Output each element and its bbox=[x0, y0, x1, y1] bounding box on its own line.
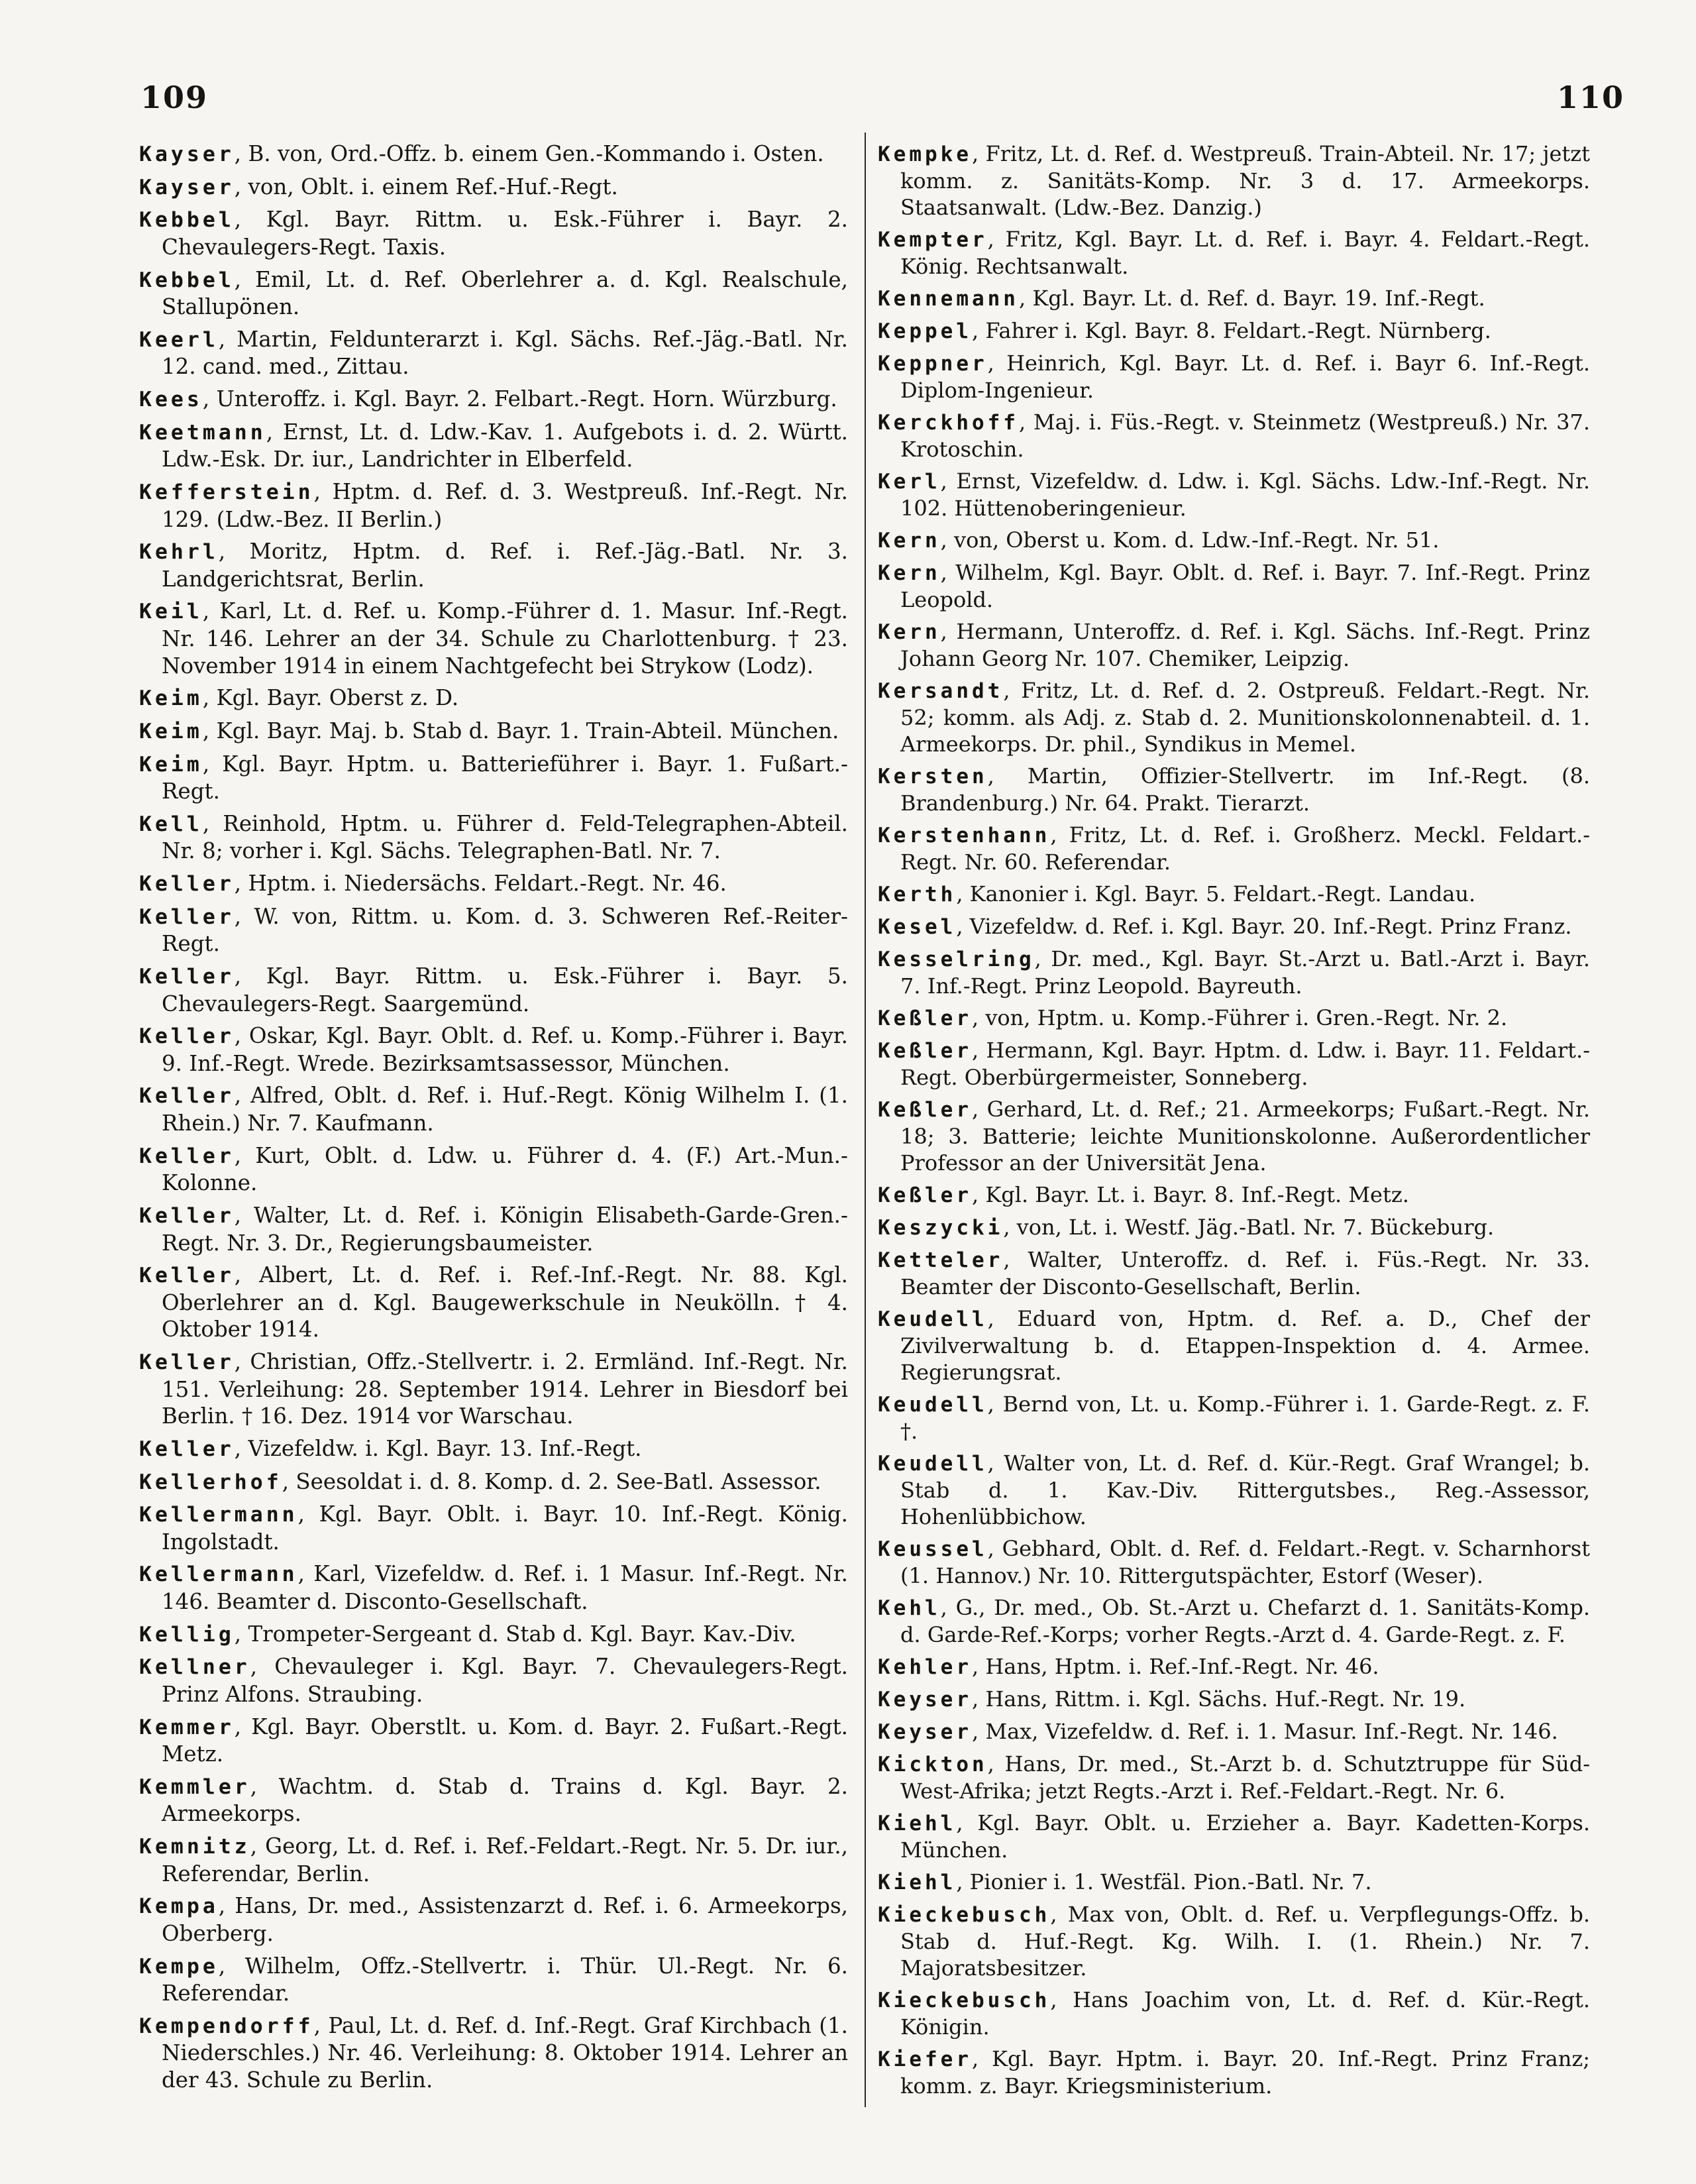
entry-surname: Kehl bbox=[878, 1596, 941, 1620]
directory-entry bbox=[878, 317, 1590, 345]
entry-surname: Ketteler bbox=[878, 1248, 1004, 1272]
entry-details: , Wilhelm, Kgl. Bayr. Oblt. d. Ref. i. Bayr. 7. Inf.-Regt. Prinz Leopold. bbox=[900, 560, 1590, 612]
directory-entry bbox=[878, 468, 1590, 521]
directory-entry bbox=[878, 946, 1590, 999]
entry-surname: Keppel bbox=[878, 319, 972, 343]
entry-surname: Kieckebusch bbox=[878, 1989, 1051, 2012]
entry-details: , von, Lt. i. Westf. Jäg.-Batl. Nr. 7. Bückeburg. bbox=[1003, 1215, 1495, 1240]
entry-surname: Kempe bbox=[139, 1954, 219, 1979]
directory-entry bbox=[878, 822, 1590, 875]
directory-entry bbox=[139, 1953, 848, 2007]
entry-details: , Kgl. Bayr. Oberstlt. u. Kom. d. Bayr. 2. Fußart.-Regt. Metz. bbox=[162, 1714, 848, 1767]
entry-surname: Kellner bbox=[139, 1655, 250, 1680]
entry-details: , Kgl. Bayr. Lt. d. Ref. d. Bayr. 19. Inf.-Regt. bbox=[1018, 286, 1485, 311]
page-number-left: 109 bbox=[140, 80, 209, 115]
directory-entry bbox=[139, 1348, 848, 1430]
entry-surname: Kern bbox=[878, 529, 941, 553]
directory-entry bbox=[139, 140, 848, 168]
entry-surname: Kersandt bbox=[878, 679, 1004, 703]
entry-surname: Kehler bbox=[878, 1655, 972, 1679]
entry-details: , von, Hptm. u. Komp.-Führer i. Gren.-Regt. Nr. 2. bbox=[971, 1005, 1508, 1030]
entry-details: , Kurt, Oblt. d. Ldw. u. Führer d. 4. (F.) Art.-Mun.-Kolonne. bbox=[162, 1142, 848, 1196]
entry-details: , Gebhard, Oblt. d. Ref. d. Feldart.-Regt. v. Scharnhorst (1. Hannov.) Nr. 10. Rittergutspächter, Estorf (Weser). bbox=[900, 1536, 1590, 1588]
directory-entry bbox=[878, 140, 1590, 221]
entry-details: , Kgl. Bayr. Hptm. i. Bayr. 20. Inf.-Regt. Prinz Franz; komm. z. Bayr. Kriegsministerium. bbox=[900, 2046, 1590, 2099]
entry-surname: Kellermann bbox=[139, 1503, 298, 1527]
directory-entry bbox=[139, 1653, 848, 1708]
entry-surname: Keller bbox=[139, 1024, 235, 1049]
entry-surname: Kellerhof bbox=[139, 1470, 282, 1494]
entry-surname: Keudell bbox=[878, 1452, 988, 1476]
entry-details: , Hermann, Kgl. Bayr. Hptm. d. Ldw. i. Bayr. 11. Feldart.-Regt. Oberbürgermeister, Sonneberg. bbox=[900, 1038, 1590, 1090]
directory-entry bbox=[878, 1987, 1590, 2040]
directory-entry bbox=[878, 1037, 1590, 1091]
directory-entry bbox=[139, 1892, 848, 1947]
entry-surname: Kempa bbox=[139, 1894, 219, 1919]
entry-surname: Keller bbox=[139, 872, 235, 896]
directory-entry bbox=[139, 1773, 848, 1828]
directory-entry bbox=[139, 1560, 848, 1615]
entry-surname: Kern bbox=[878, 620, 941, 644]
entry-surname: Keudell bbox=[878, 1307, 988, 1331]
directory-entry bbox=[139, 478, 848, 533]
entry-details: , von, Oberst u. Kom. d. Ldw.-Inf.-Regt. Nr. 51. bbox=[940, 527, 1440, 553]
directory-entry bbox=[878, 226, 1590, 280]
entry-details: , Kgl. Bayr. Rittm. u. Esk.-Führer i. Bayr. 2. Chevaulegers-Regt. Taxis. bbox=[162, 207, 848, 260]
entry-details: , W. von, Rittm. u. Kom. d. 3. Schweren Ref.-Reiter-Regt. bbox=[162, 903, 848, 957]
entry-details: , Oskar, Kgl. Bayr. Oblt. d. Ref. u. Komp.-Führer i. Bayr. 9. Inf.-Regt. Wrede. Bezirksamtsassessor, München. bbox=[162, 1023, 848, 1076]
directory-entry bbox=[878, 763, 1590, 816]
entry-details: , Kgl. Bayr. Lt. i. Bayr. 8. Inf.-Regt. Metz. bbox=[971, 1182, 1409, 1207]
entry-details: , Alfred, Oblt. d. Ref. i. Huf.-Regt. König Wilhelm I. (1. Rhein.) Nr. 7. Kaufmann. bbox=[162, 1083, 848, 1136]
directory-entry bbox=[139, 538, 848, 592]
entry-details: , Seesoldat i. d. 8. Komp. d. 2. See-Batl. Assessor. bbox=[282, 1468, 822, 1494]
entry-surname: Keerl bbox=[139, 327, 219, 352]
entry-details: , Christian, Offz.-Stellvertr. i. 2. Ermländ. Inf.-Regt. Nr. 151. Verleihung: 28. September 1914. Lehrer in Biesdorf bei Berlin. † 16. Dez. 1914 vor Warschau. bbox=[162, 1349, 848, 1429]
entry-surname: Keussel bbox=[878, 1537, 988, 1561]
directory-entry bbox=[139, 1435, 848, 1463]
entry-surname: Keim bbox=[139, 752, 203, 777]
directory-entry bbox=[139, 1262, 848, 1343]
entry-surname: Keller bbox=[139, 964, 235, 989]
entry-details: , Wilhelm, Offz.-Stellvertr. i. Thür. Ul.-Regt. Nr. 6. Referendar. bbox=[162, 1953, 848, 2006]
entry-details: , Fritz, Lt. d. Ref. d. 2. Ostpreuß. Feldart.-Regt. Nr. 52; komm. als Adj. z. Stab d. 2. Munitionskolonnenabteil. d. 1. Armeekorps. Dr. phil., Syndikus in Memel. bbox=[900, 678, 1590, 757]
directory-entry bbox=[878, 1653, 1590, 1680]
directory-entry bbox=[878, 1810, 1590, 1863]
entry-details: , Walter, Unteroffz. d. Ref. i. Füs.-Regt. Nr. 33. Beamter der Disconto-Gesellschaft, Berlin. bbox=[900, 1247, 1590, 1299]
entry-surname: Kell bbox=[139, 812, 203, 836]
entry-details: , Fritz, Kgl. Bayr. Lt. d. Ref. i. Bayr. 4. Feldart.-Regt. König. Rechtsanwalt. bbox=[900, 227, 1590, 279]
entry-details: , Karl, Lt. d. Ref. u. Komp.-Führer d. 1. Masur. Inf.-Regt. Nr. 146. Lehrer an der 34. Schule zu Charlottenburg. † 23. November 1914 in einem Nachtgefecht bei Strykow (Lodz). bbox=[162, 598, 848, 679]
entry-details: , Ernst, Vizefeldw. d. Ldw. i. Kgl. Sächs. Ldw.-Inf.-Regt. Nr. 102. Hüttenoberingenieur. bbox=[900, 468, 1590, 521]
directory-entry bbox=[878, 1686, 1590, 1713]
entry-surname: Keller bbox=[139, 904, 235, 929]
entry-details: , Kgl. Bayr. Oberst z. D. bbox=[202, 685, 459, 711]
entry-surname: Kayser bbox=[139, 142, 235, 166]
directory-entry bbox=[878, 1096, 1590, 1176]
directory-entry bbox=[139, 1022, 848, 1077]
entry-details: , Walter, Lt. d. Ref. i. Königin Elisabeth-Garde-Gren.-Regt. Nr. 3. Dr., Regierungsbaumeister. bbox=[162, 1202, 848, 1256]
directory-entry bbox=[878, 1181, 1590, 1209]
entry-surname: Keppner bbox=[878, 352, 988, 376]
directory-entry bbox=[139, 810, 848, 865]
entry-details: , G., Dr. med., Ob. St.-Arzt u. Chefarzt d. 1. Sanitäts-Komp. d. Garde-Ref.-Korps; vorher Regts.-Arzt d. 4. Garde-Regt. z. F. bbox=[900, 1595, 1590, 1647]
directory-entry bbox=[139, 1621, 848, 1649]
entry-details: , Maj. i. Füs.-Regt. v. Steinmetz (Westpreuß.) Nr. 37. Krotoschin. bbox=[900, 410, 1590, 462]
entry-details: , Hans, Hptm. i. Ref.-Inf.-Regt. Nr. 46. bbox=[971, 1654, 1379, 1679]
directory-entry bbox=[139, 684, 848, 712]
entry-surname: Kebbel bbox=[139, 268, 235, 292]
entry-details: , Bernd von, Lt. u. Komp.-Führer i. 1. Garde-Regt. z. F. †. bbox=[900, 1392, 1590, 1444]
entry-surname: Keim bbox=[139, 686, 203, 711]
directory-entry bbox=[878, 1594, 1590, 1648]
entry-details: , Wachtm. d. Stab d. Trains d. Kgl. Bayr. 2. Armeekorps. bbox=[162, 1773, 848, 1827]
directory-entry bbox=[139, 1082, 848, 1136]
entry-details: , Hans, Rittm. i. Kgl. Sächs. Huf.-Regt. Nr. 19. bbox=[971, 1686, 1466, 1712]
entry-details: , Hans Joachim von, Lt. d. Ref. d. Kür.-Regt. Königin. bbox=[900, 1987, 1590, 2040]
entry-details: , Martin, Offizier-Stellvertr. im Inf.-Regt. (8. Brandenburg.) Nr. 64. Prakt. Tierarzt. bbox=[900, 763, 1590, 816]
entry-details: , Hermann, Unteroffz. d. Ref. i. Kgl. Sächs. Inf.-Regt. Prinz Johann Georg Nr. 107. Chemiker, Leipzig. bbox=[900, 619, 1590, 671]
entry-surname: Kerstenhann bbox=[878, 824, 1051, 847]
directory-entry bbox=[139, 963, 848, 1017]
entry-surname: Keller bbox=[139, 1203, 235, 1228]
directory-entry bbox=[139, 1202, 848, 1256]
entry-details: , Hans, Dr. med., Assistenzarzt d. Ref. i. 6. Armeekorps, Oberberg. bbox=[162, 1893, 848, 1946]
entry-surname: Kiehl bbox=[878, 1871, 957, 1894]
entry-surname: Kern bbox=[878, 561, 941, 585]
entry-details: , Hans, Dr. med., St.-Arzt b. d. Schutztruppe für Süd-West-Afrika; jetzt Regts.-Arzt i. Ref.-Feldart.-Regt. Nr. 6. bbox=[900, 1751, 1590, 1804]
directory-entry bbox=[139, 206, 848, 260]
entry-surname: Kesel bbox=[878, 915, 957, 939]
entry-details: , Karl, Vizefeldw. d. Ref. i. 1 Masur. Inf.-Regt. Nr. 146. Beamter d. Disconto-Gesellschaft. bbox=[162, 1561, 848, 1614]
entry-surname: Kesselring bbox=[878, 948, 1035, 971]
directory-entry bbox=[139, 1833, 848, 1887]
entry-details: , Kgl. Bayr. Maj. b. Stab d. Bayr. 1. Train-Abteil. München. bbox=[202, 718, 839, 743]
entry-surname: Kellermann bbox=[139, 1562, 298, 1587]
entry-details: , Emil, Lt. d. Ref. Oberlehrer a. d. Kgl. Realschule, Stallupönen. bbox=[162, 266, 848, 320]
entry-details: , Vizefeldw. d. Ref. i. Kgl. Bayr. 20. Inf.-Regt. Prinz Franz. bbox=[956, 914, 1572, 939]
directory-entry bbox=[878, 677, 1590, 757]
entry-surname: Keim bbox=[139, 719, 203, 743]
entry-surname: Kerckhoff bbox=[878, 411, 1019, 435]
entry-details: , Reinhold, Hptm. u. Führer d. Feld-Telegraphen-Abteil. Nr. 8; vorher i. Kgl. Sächs. Telegraphen-Batl. Nr. 7. bbox=[162, 810, 848, 864]
directory-entry bbox=[139, 1714, 848, 1768]
entry-surname: Keller bbox=[139, 1264, 235, 1288]
entry-surname: Keetmann bbox=[139, 420, 266, 445]
entry-details: , Vizefeldw. i. Kgl. Bayr. 13. Inf.-Regt. bbox=[234, 1435, 642, 1461]
entry-surname: Keßler bbox=[878, 1039, 972, 1063]
entry-details: , Eduard von, Hptm. d. Ref. a. D., Chef der Zivilverwaltung b. d. Etappen-Inspektion d. 4. Armee. Regierungsrat. bbox=[900, 1306, 1590, 1385]
page-number-right: 110 bbox=[1556, 80, 1624, 115]
directory-entry bbox=[878, 1869, 1590, 1896]
entry-details: , Kgl. Bayr. Hptm. u. Batterieführer i. Bayr. 1. Fußart.-Regt. bbox=[162, 751, 848, 804]
entry-details: , Max von, Oblt. d. Ref. u. Verpflegungs-Offz. b. Stab d. Huf.-Regt. Kg. Wilh. I. (1. Rhein.) Nr. 7. Majoratsbesitzer. bbox=[900, 1902, 1590, 1981]
entry-details: , Georg, Lt. d. Ref. i. Ref.-Feldart.-Regt. Nr. 5. Dr. iur., Referendar, Berlin. bbox=[162, 1833, 848, 1886]
directory-entry bbox=[878, 1718, 1590, 1745]
entry-surname: Kayser bbox=[139, 175, 235, 199]
directory-entry bbox=[878, 1305, 1590, 1386]
directory-entry bbox=[878, 1214, 1590, 1241]
directory-entry bbox=[139, 2012, 848, 2094]
entry-surname: Keller bbox=[139, 1084, 235, 1109]
entry-details: , Hptm. i. Niedersächs. Feldart.-Regt. Nr. 46. bbox=[234, 871, 727, 896]
entry-details: , Moritz, Hptm. d. Ref. i. Ref.-Jäg.-Batl. Nr. 3. Landgerichtsrat, Berlin. bbox=[162, 539, 848, 592]
entry-surname: Kersten bbox=[878, 765, 988, 789]
entry-details: , Kanonier i. Kgl. Bayr. 5. Feldart.-Regt. Landau. bbox=[956, 881, 1476, 906]
entry-surname: Kefferstein bbox=[139, 480, 314, 504]
entry-details: , Ernst, Lt. d. Ldw.-Kav. 1. Aufgebots i. d. 2. Württ. Ldw.-Esk. Dr. iur., Landrichter in Elberfeld. bbox=[162, 419, 848, 472]
entry-surname: Keßler bbox=[878, 1098, 972, 1122]
directory-entry bbox=[878, 409, 1590, 463]
entry-details: , Pionier i. 1. Westfäl. Pion.-Batl. Nr. 7. bbox=[956, 1869, 1372, 1894]
directory-entry bbox=[878, 618, 1590, 672]
entry-details: , Fritz, Lt. d. Ref. d. Westpreuß. Train-Abteil. Nr. 17; jetzt komm. z. Sanitäts-Komp. Nr. 3 d. 17. Armeekorps. Staatsanwalt. (Ldw.-Bez. Danzig.) bbox=[900, 141, 1590, 220]
directory-entry bbox=[139, 870, 848, 898]
entry-surname: Keyser bbox=[878, 1688, 972, 1712]
directory-entry bbox=[139, 266, 848, 321]
entry-surname: Keudell bbox=[878, 1393, 988, 1417]
directory-entry bbox=[878, 1901, 1590, 1981]
directory-entry bbox=[878, 350, 1590, 404]
entry-surname: Keßler bbox=[878, 1183, 972, 1207]
column-divider bbox=[865, 133, 866, 2107]
directory-entry bbox=[139, 751, 848, 805]
entry-surname: Kiehl bbox=[878, 1812, 957, 1835]
directory-entry bbox=[139, 326, 848, 380]
entry-details: , Kgl. Bayr. Oblt. i. Bayr. 10. Inf.-Regt. König. Ingolstadt. bbox=[162, 1502, 848, 1555]
directory-entry bbox=[139, 1468, 848, 1496]
entry-surname: Keller bbox=[139, 1144, 235, 1168]
directory-entry bbox=[139, 386, 848, 413]
directory-entry bbox=[139, 1501, 848, 1555]
entry-surname: Kerl bbox=[878, 470, 941, 494]
entry-details: , von, Oblt. i. einem Ref.-Huf.-Regt. bbox=[234, 174, 618, 199]
entry-surname: Kickton bbox=[878, 1753, 988, 1776]
entry-surname: Keyser bbox=[878, 1720, 972, 1744]
entry-details: , Albert, Lt. d. Ref. i. Ref.-Inf.-Regt. Nr. 88. Kgl. Oberlehrer an d. Kgl. Baugewerkschule in Neukölln. † 4. Oktober 1914. bbox=[162, 1262, 848, 1342]
directory-entry bbox=[878, 881, 1590, 908]
entry-details: , Heinrich, Kgl. Bayr. Lt. d. Ref. i. Bayr 6. Inf.-Regt. Diplom-Ingenieur. bbox=[900, 351, 1590, 403]
directory-entry bbox=[878, 1535, 1590, 1589]
directory-entry bbox=[878, 559, 1590, 613]
entry-details: , Unteroffz. i. Kgl. Bayr. 2. Felbart.-Regt. Horn. Würzburg. bbox=[202, 386, 837, 411]
entry-details: , Paul, Lt. d. Ref. d. Inf.-Regt. Graf Kirchbach (1. Niederschles.) Nr. 46. Verleihung: 8. Oktober 1914. Lehrer an der 43. Schule zu Berlin. bbox=[162, 2012, 848, 2093]
entry-surname: Kiefer bbox=[878, 2048, 972, 2071]
entry-details: , Hptm. d. Ref. d. 3. Westpreuß. Inf.-Regt. Nr. 129. (Ldw.-Bez. II Berlin.) bbox=[162, 478, 848, 532]
left-column bbox=[139, 140, 848, 2099]
entry-details: , Fahrer i. Kgl. Bayr. 8. Feldart.-Regt. Nürnberg. bbox=[971, 318, 1491, 343]
directory-entry bbox=[878, 1005, 1590, 1032]
entry-surname: Kemnitz bbox=[139, 1835, 250, 1859]
entry-details: , Trompeter-Sergeant d. Stab d. Kgl. Bayr. Kav.-Div. bbox=[234, 1621, 796, 1647]
entry-surname: Kerth bbox=[878, 883, 957, 906]
entry-details: , Max, Vizefeldw. d. Ref. i. 1. Masur. Inf.-Regt. Nr. 146. bbox=[971, 1719, 1558, 1744]
entry-details: , Kgl. Bayr. Oblt. u. Erzieher a. Bayr. Kadetten-Korps. München. bbox=[900, 1810, 1590, 1863]
entry-details: , Martin, Feldunterarzt i. Kgl. Sächs. Ref.-Jäg.-Batl. Nr. 12. cand. med., Zittau. bbox=[162, 326, 848, 380]
directory-entry bbox=[878, 2046, 1590, 2099]
entry-surname: Keller bbox=[139, 1437, 235, 1461]
entry-surname: Kieckebusch bbox=[878, 1903, 1051, 1927]
directory-entry bbox=[139, 903, 848, 957]
entry-details: , Kgl. Bayr. Rittm. u. Esk.-Führer i. Bayr. 5. Chevaulegers-Regt. Saargemünd. bbox=[162, 963, 848, 1016]
directory-entry bbox=[139, 1142, 848, 1197]
entry-details: , Dr. med., Kgl. Bayr. St.-Arzt u. Batl.-Arzt i. Bayr. 7. Inf.-Regt. Prinz Leopold. Bayreuth. bbox=[900, 946, 1590, 999]
entry-surname: Kempendorff bbox=[139, 2014, 314, 2038]
entry-details: , Fritz, Lt. d. Ref. i. Großherz. Meckl. Feldart.-Regt. Nr. 60. Referendar. bbox=[900, 822, 1590, 875]
right-column bbox=[878, 140, 1590, 2104]
entry-details: , Walter von, Lt. d. Ref. d. Kür.-Regt. Graf Wrangel; b. Stab d. 1. Kav.-Div. Rittergutsbes., Reg.-Assessor, Hohenlübbichow. bbox=[900, 1450, 1590, 1529]
entry-surname: Kempke bbox=[878, 142, 972, 166]
directory-entry bbox=[139, 174, 848, 201]
entry-surname: Kellig bbox=[139, 1622, 235, 1647]
entry-surname: Kebbel bbox=[139, 208, 235, 233]
directory-entry bbox=[878, 913, 1590, 940]
entry-surname: Kemmler bbox=[139, 1774, 250, 1799]
directory-entry bbox=[878, 1751, 1590, 1804]
entry-surname: Keßler bbox=[878, 1007, 972, 1030]
entry-surname: Kemmer bbox=[139, 1715, 235, 1739]
directory-entry bbox=[139, 419, 848, 473]
entry-surname: Keller bbox=[139, 1350, 235, 1374]
directory-entry bbox=[878, 1246, 1590, 1300]
entry-surname: Keszycki bbox=[878, 1216, 1004, 1240]
directory-entry bbox=[139, 598, 848, 679]
entry-details: , Chevauleger i. Kgl. Bayr. 7. Chevaulegers-Regt. Prinz Alfons. Straubing. bbox=[162, 1654, 848, 1707]
directory-entry bbox=[878, 1391, 1590, 1445]
entry-surname: Kees bbox=[139, 388, 203, 411]
directory-entry bbox=[878, 527, 1590, 554]
entry-surname: Keil bbox=[139, 600, 203, 624]
directory-entry bbox=[878, 285, 1590, 312]
directory-entry bbox=[878, 1450, 1590, 1530]
entry-surname: Kempter bbox=[878, 228, 988, 252]
entry-details: , Gerhard, Lt. d. Ref.; 21. Armeekorps; Fußart.-Regt. Nr. 18; 3. Batterie; leichte Munitionskolonne. Außerordentlicher Professor an der Universität Jena. bbox=[900, 1097, 1590, 1175]
entry-details: , B. von, Ord.-Offz. b. einem Gen.-Kommando i. Osten. bbox=[234, 141, 824, 166]
directory-entry bbox=[139, 718, 848, 745]
entry-surname: Kennemann bbox=[878, 287, 1019, 311]
entry-surname: Kehrl bbox=[139, 540, 219, 565]
